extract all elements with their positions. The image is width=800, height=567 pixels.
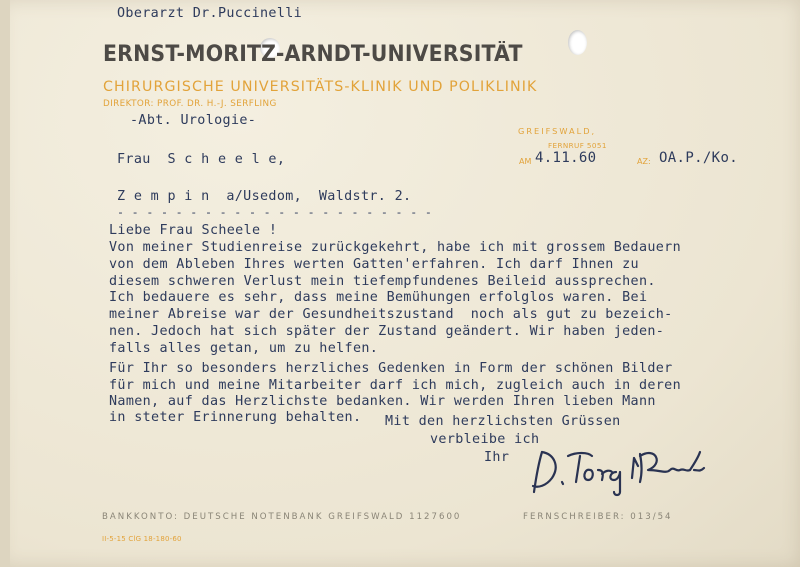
clinic-director: DIREKTOR: PROF. DR. H.-J. SERFLING [103, 99, 277, 109]
address-underline: - - - - - - - - - - - - - - - - - - - - - - [117, 205, 433, 219]
closing-line: verbleibe ich [430, 432, 540, 447]
body-line: diesem schweren Verlust mein tiefempfundenes Beileid aussprechen. [109, 274, 656, 289]
body-line: Ich bedauere es sehr, dass meine Bemühungen erfolglos waren. Bei [109, 290, 648, 305]
body-line: nen. Jedoch hat sich später der Zustand geändert. Wir haben jeden- [109, 324, 665, 339]
reference-code: OA.P./Ko. [659, 150, 739, 166]
body-line: Für Ihr so besonders herzliches Gedenken in Form der schönen Bilder [109, 361, 673, 376]
paper-edge [0, 0, 10, 567]
salutation: Liebe Frau Scheele ! [109, 223, 278, 238]
recipient-address: Z e m p i n a/Usedom, Waldstr. 2. [117, 189, 412, 204]
clinic-name: CHIRURGISCHE UNIVERSITÄTS-KLINIK UND POLIKLINIK [103, 79, 538, 95]
body-line: Namen, auf das Herzlichste bedanken. Wir werden Ihren lieben Mann [109, 394, 656, 409]
closing-ihr: Ihr [484, 450, 510, 465]
letter-date: 4.11.60 [535, 150, 597, 166]
telex-number: FERNSCHREIBER: 013/54 [523, 512, 673, 522]
print-code: II-5-15 ClG 18-180-60 [102, 535, 182, 543]
body-line: Von meiner Studienreise zurückgekehrt, habe ich mit grossem Bedauern [109, 240, 682, 255]
closing-greeting: Mit den herzlichsten Grüssen [385, 414, 621, 429]
body-line: falls alles getan, um zu helfen. [109, 341, 379, 356]
university-name: ERNST-MORITZ-ARNDT-UNIVERSITÄT [103, 42, 523, 67]
body-line: für mich und meine Mitarbeiter darf ich mich, zugleich auch in deren [109, 378, 682, 393]
typed-sender: Oberarzt Dr.Puccinelli [117, 6, 303, 21]
punch-hole-right [568, 30, 587, 55]
bank-account: BANKKONTO: DEUTSCHE NOTENBANK GREIFSWALD 1127600 [102, 512, 462, 522]
reference-label: AZ: [637, 157, 651, 166]
handwritten-signature [528, 440, 718, 500]
date-label: AM [519, 157, 532, 166]
body-line: von dem Ableben Ihres werten Gatten'erfahren. Ich darf Ihnen zu [109, 257, 639, 272]
department-label: -Abt. Urologie- [130, 113, 257, 128]
recipient-name: Frau S c h e e l e, [117, 152, 286, 167]
letterhead-city: GREIFSWALD, [518, 126, 597, 136]
letterhead-phone: FERNRUF 5051 [548, 141, 607, 150]
body-line: in steter Erinnerung behalten. [109, 410, 362, 425]
body-line: meiner Abreise war der Gesundheitszustand noch als gut zu bezeich- [109, 307, 673, 322]
